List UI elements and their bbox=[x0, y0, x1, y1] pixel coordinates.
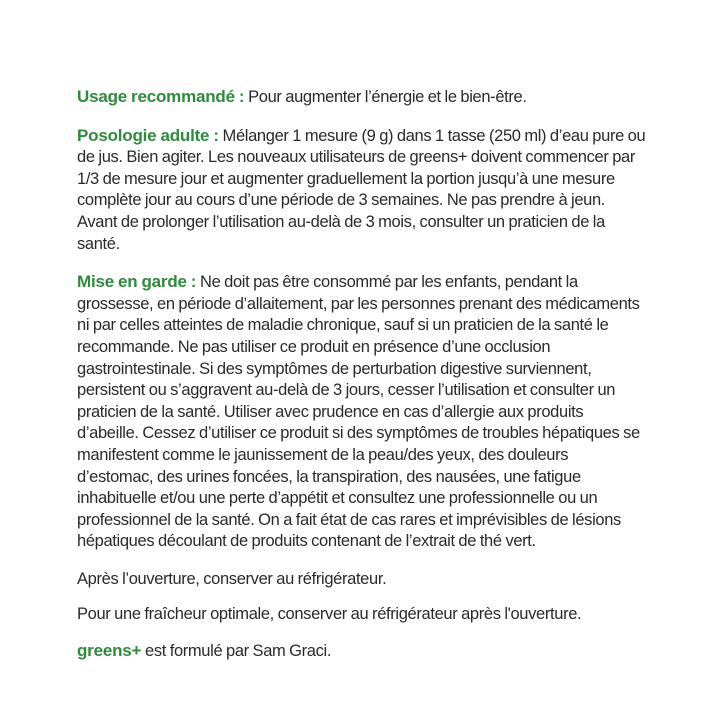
usage-text: Pour augmenter l’énergie et le bien-être. bbox=[244, 88, 527, 106]
storage-after-opening: Après l’ouverture, conserver au réfrigérateur. bbox=[77, 569, 387, 588]
warning-paragraph bbox=[77, 271, 647, 553]
brand-name: greens+ bbox=[77, 641, 142, 661]
storage-freshness: Pour une fraîcheur optimale, conserver au réfrigérateur après l'ouverture. bbox=[77, 605, 582, 624]
credit-paragraph bbox=[77, 640, 647, 663]
usage-label: Usage recommandé : bbox=[77, 87, 245, 106]
warning-label: Mise en garde : bbox=[77, 272, 197, 292]
usage-paragraph bbox=[77, 86, 647, 109]
dosage-text: Mélanger 1 mesure (9 g) dans 1 tasse (250 ml) d’eau pure ou de jus. Bien agiter. Les nouveaux utilisateurs de greens+ doivent commencer par 1/3 de mesure jour et augmenter graduellement la portion jusqu’à une mesure complète jour au cours d’une période de 3 semaines. Ne pas prendre à jeun. Avant de prolonger l’utilisation au-delà de 3 mois, consulter un praticien de la santé. bbox=[77, 126, 646, 253]
credit-text: est formulé par Sam Graci. bbox=[141, 642, 332, 661]
label-text-panel bbox=[77, 86, 647, 679]
dosage-label: Posologie adulte : bbox=[77, 125, 219, 145]
warning-text: Ne doit pas être consommé par les enfants, pendant la grossesse, en période d’allaitement, par les personnes prenant des médicaments ni par celles atteintes de maladie chronique, sauf si un praticien de la santé le recommande. Ne pas utiliser ce produit en présence d’une occlusion gastrointestinale. Si des symptômes de perturbation digestive surviennent, persistent ou s’aggravent au-delà de 3 jours, cesser l’utilisation et consulter un praticien de la santé. Utiliser avec prudence en cas d’allergie aux produits d’abeille. Cessez d’utiliser ce produit si des symptômes de troubles hépatiques se manifestent comme le jaunissement de la peau/des yeux, des douleurs d’estomac, des urines foncées, la transpiration, des nausées, une fatigue inhabituelle et/ou une perte d’appétit et consultez une professionnelle ou un professionnel de la santé. On a fait état de cas rares et imprévisibles de lésions hépatiques découlant de produits contenant de l’extrait de thé vert. bbox=[77, 273, 640, 551]
dosage-paragraph bbox=[77, 125, 647, 256]
